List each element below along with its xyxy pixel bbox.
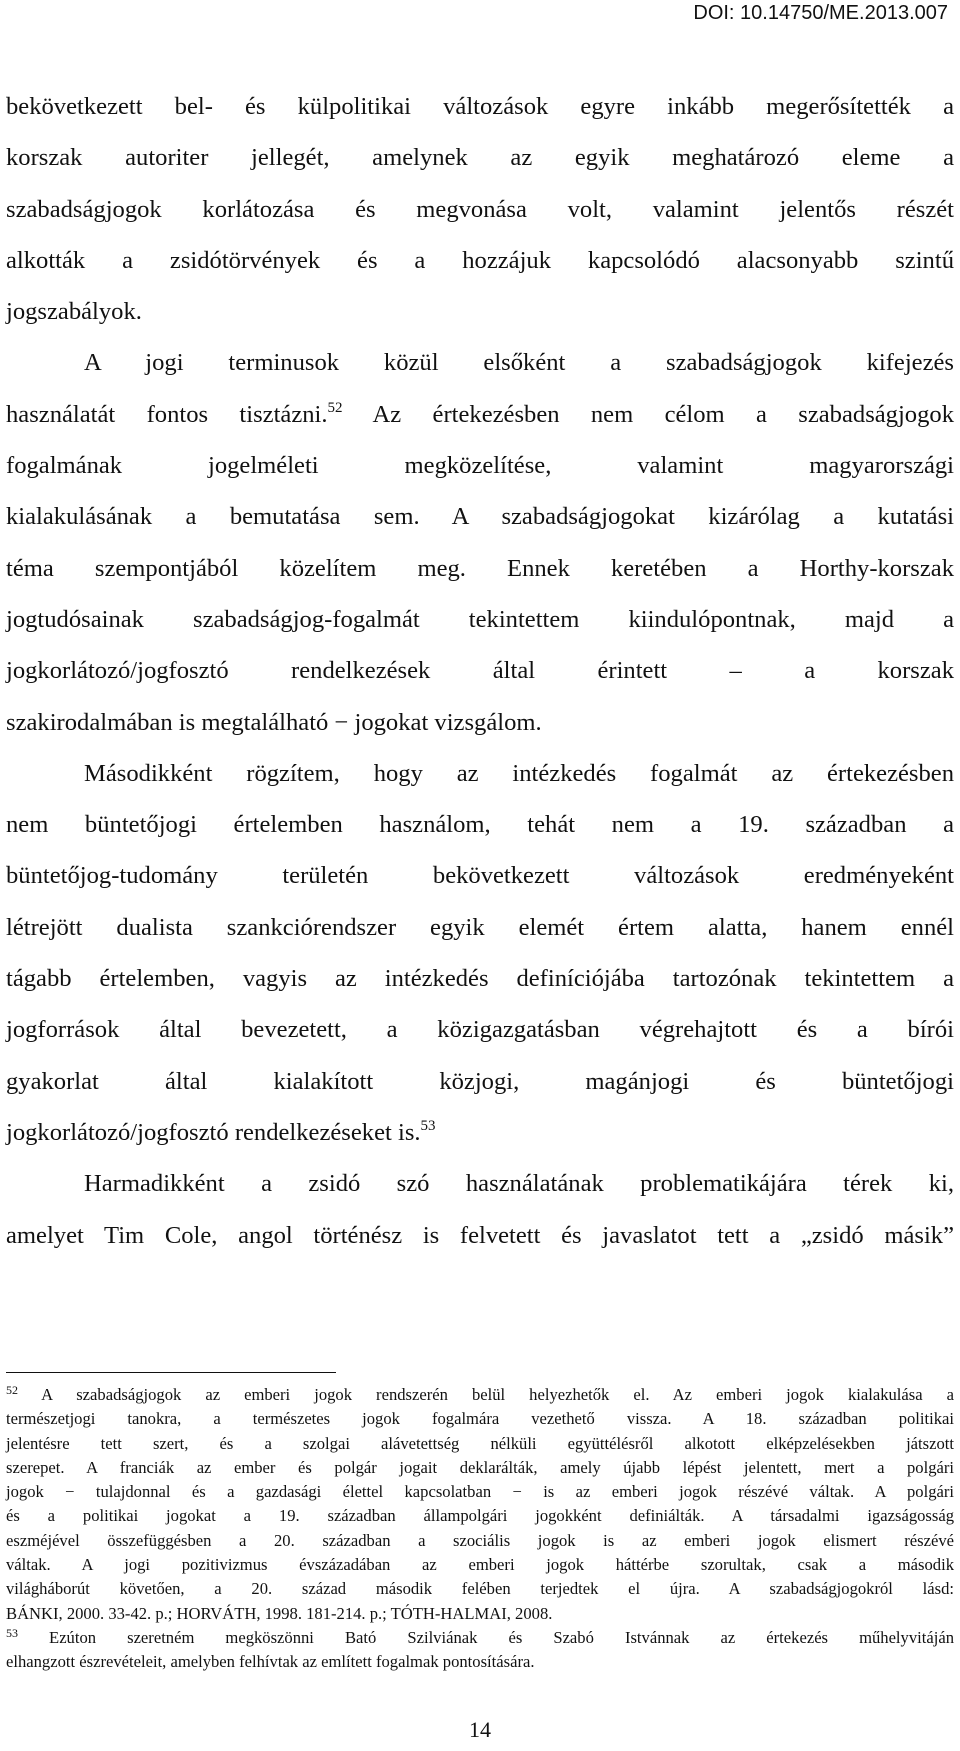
footnote-text-run: A szabadságjogok az emberi jogok rendszerén belül helyezhetők el. Az emberi jogok kialakulása a: [18, 1385, 954, 1404]
page-number: 14: [469, 1717, 491, 1742]
body-line-paragraph-start: A jogi terminusok közül elsőként a szabadságjogok kifejezés: [84, 349, 954, 377]
body-line: jogkorlátozó/jogfosztó rendelkezések által érintett – a korszak: [6, 657, 954, 685]
footnote-ref-53[interactable]: 53: [420, 1117, 436, 1134]
body-line-paragraph-start: Harmadikként a zsidó szó használatának problematikájára térek ki,: [84, 1170, 954, 1198]
footnote-line: váltak. A jogi pozitivizmus évszázadában az emberi jogok háttérbe szorultak, csak a második: [6, 1555, 954, 1575]
body-line: tágabb értelemben, vagyis az intézkedés definíciójába tartozónak tekintettem a: [6, 965, 954, 993]
body-line: szakirodalmában is megtalálható − jogokat vizsgálom.: [6, 708, 542, 736]
body-line: bekövetkezett bel- és külpolitikai változások egyre inkább megerősítették a: [6, 93, 954, 120]
footnote-separator: [6, 1372, 336, 1373]
body-line: kialakulásának a bemutatása sem. A szabadságjogokat kizárólag a kutatási: [6, 503, 954, 531]
footnote-line: [6, 1626, 954, 1650]
body-line: büntetőjog-tudomány területén bekövetkezett változások eredményeként: [6, 862, 954, 890]
body-line: létrejött dualista szankciórendszer egyik elemét értem alatta, hanem ennél: [6, 913, 954, 941]
footnote-line: és a politikai jogokat a 19. században állampolgári jogokként definiálták. A társadalmi igazságosság: [6, 1506, 954, 1526]
body-line: [6, 1107, 954, 1158]
body-text-run: Az értekezésben nem célom a szabadságjogok: [342, 400, 954, 428]
body-line: nem büntetőjogi értelemben használom, tehát nem a 19. században a: [6, 811, 954, 839]
body-line: alkották a zsidótörvények és a hozzájuk kapcsolódó alacsonyabb szintű: [6, 246, 954, 274]
body-line: fogalmának jogelméleti megközelítése, valamint magyarországi: [6, 452, 954, 480]
footnote-number-53: 53: [6, 1625, 18, 1640]
body-line-paragraph-start: Másodikként rögzítem, hogy az intézkedés fogalmát az értekezésben: [84, 759, 954, 787]
footnote-text-run: Ezúton szeretném megköszönni Bató Szilviának és Szabó Istvánnak az értekezés műhelyvitáján: [18, 1627, 954, 1647]
body-line: amelyet Tim Cole, angol történész is felvetett és javaslatot tett a „zsidó másik”: [6, 1221, 954, 1249]
body-line: jogforrások által bevezetett, a közigazgatásban végrehajtott és a bírói: [6, 1016, 954, 1044]
footnote-ref-52[interactable]: 52: [327, 399, 343, 416]
body-line: korszak autoriter jellegét, amelynek az egyik meghatározó eleme a: [6, 144, 954, 172]
doi-header: DOI: 10.14750/ME.2013.007: [693, 2, 948, 24]
body-line: szabadságjogok korlátozása és megvonása volt, valamint jelentős részét: [6, 195, 954, 223]
body-line: téma szempontjából közelítem meg. Ennek keretében a Horthy-korszak: [6, 554, 954, 582]
footnote-line: elhangzott észrevételeit, amelyben felhívtak az említett fogalmak pontosítására.: [6, 1652, 535, 1672]
body-text: [6, 81, 954, 1261]
footnote-line: természetjogi tanokra, a természetes jogok fogalmára vezethető vissza. A 18. században politikai: [6, 1409, 954, 1429]
footnote-line: eszméjével összefüggésben a 20. században a szociális jogok is az emberi jogok elismert részévé: [6, 1530, 954, 1550]
footnote-line: szerepet. A franciák az ember és polgár jogait deklarálták, amely újabb lépést jelentett, mert a polgári: [6, 1457, 954, 1477]
body-line: gyakorlat által kialakított közjogi, magánjogi és büntetőjogi: [6, 1067, 954, 1095]
footnote-line: világháborút követően, a 20. század második felében terjedtek el újra. A szabadságjogokról lásd:: [6, 1579, 954, 1599]
body-line: jogtudósainak szabadságjog-fogalmát tekintettem kiindulópontnak, majd a: [6, 605, 954, 633]
footnotes: [6, 1383, 954, 1675]
footnote-number-52: 52: [6, 1383, 18, 1397]
footnote-line: jelentésre tett szert, és a szolgai alávetettség nélküli együttélésről alkotott elképzelésekben játszott: [6, 1433, 954, 1453]
footnote-line: BÁNKI, 2000. 33-42. p.; HORVÁTH, 1998. 181-214. p.; TÓTH-HALMAI, 2008.: [6, 1603, 553, 1623]
body-line: jogszabályok.: [6, 298, 142, 326]
body-text-run: használatát fontos tisztázni.: [6, 400, 328, 428]
footnote-line: [6, 1383, 954, 1407]
body-line: [6, 389, 954, 440]
body-text-run: jogkorlátozó/jogfosztó rendelkezéseket is.: [6, 1118, 421, 1146]
footnote-line: jogok − tulajdonnal és a gazdasági élettel kapcsolatban − is az emberi jogok részévé váltak. A polgári: [6, 1482, 954, 1502]
